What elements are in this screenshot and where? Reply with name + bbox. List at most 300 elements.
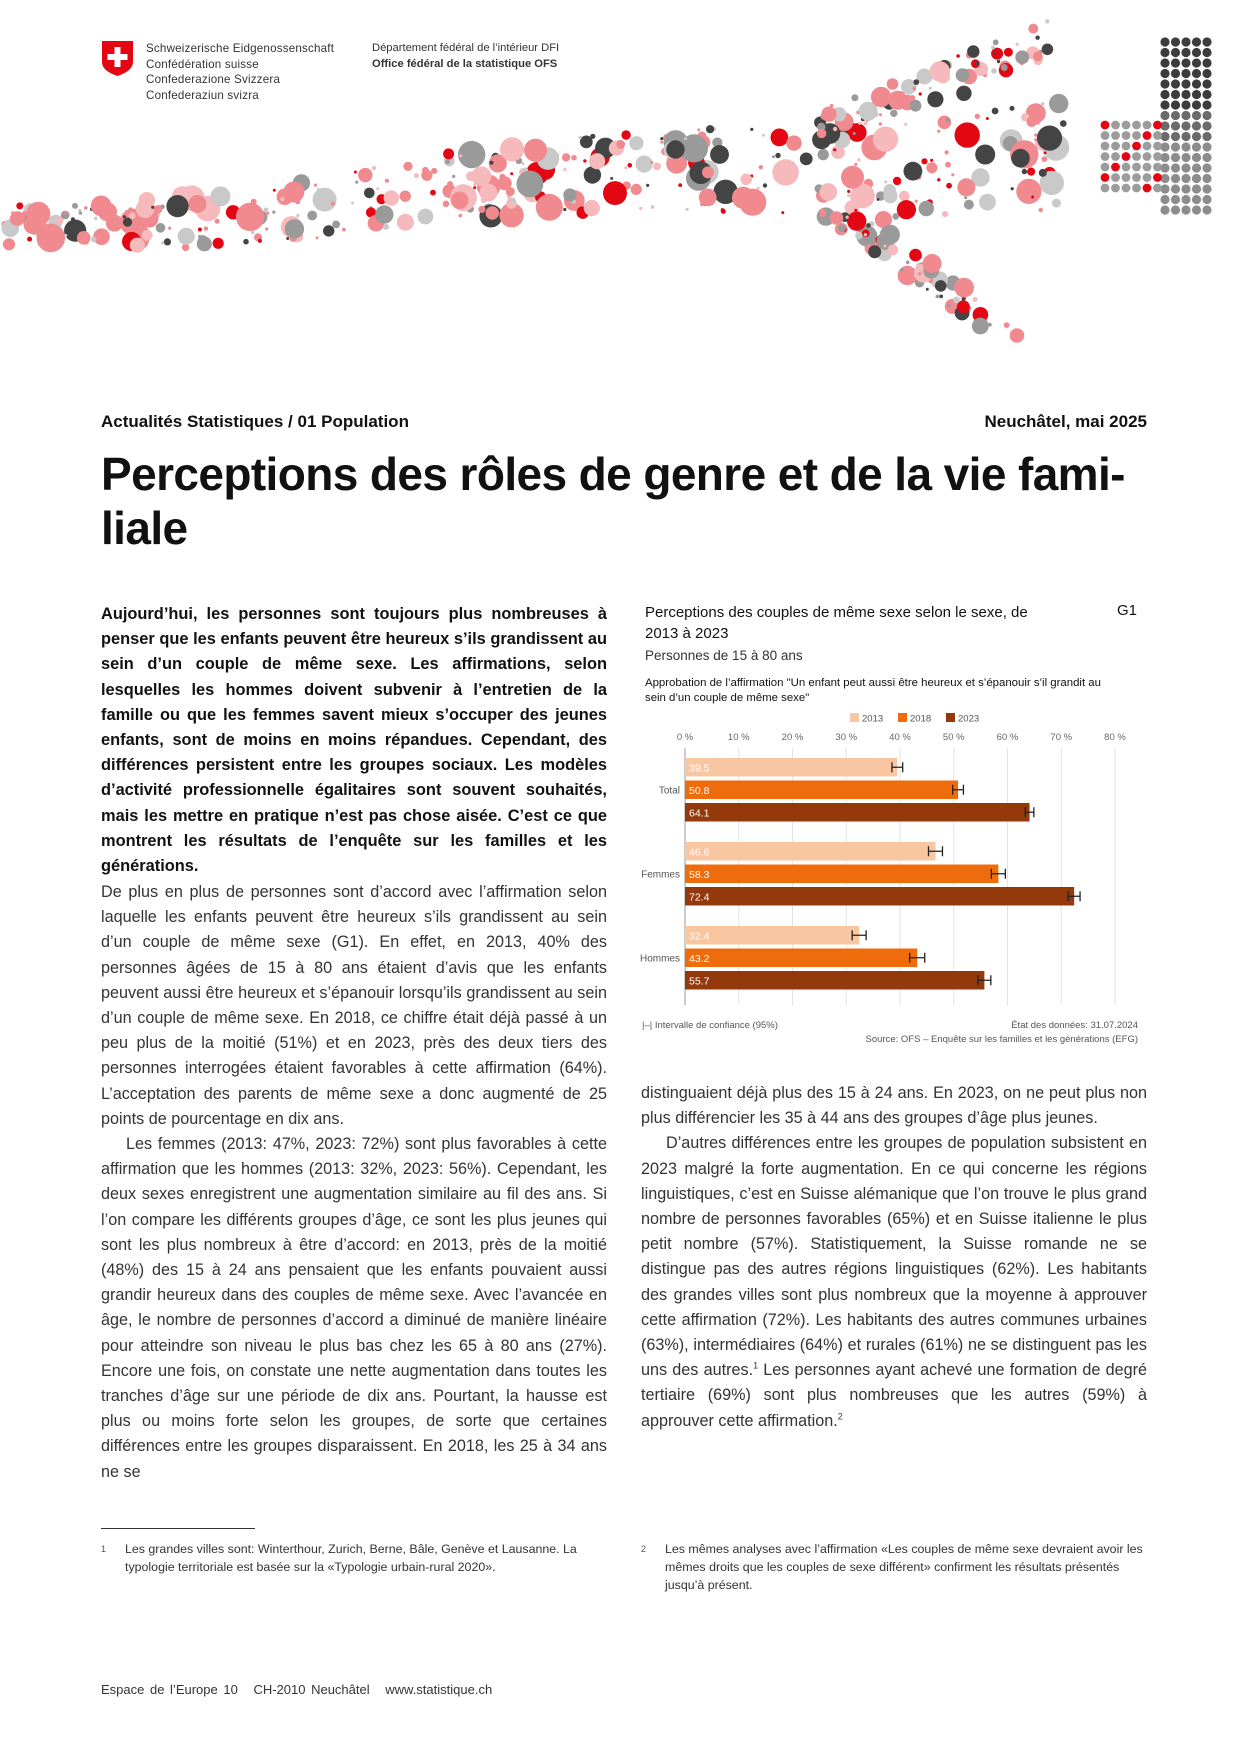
decor-dot — [975, 114, 980, 119]
decor-dot — [197, 236, 212, 251]
decor-grid-dot — [1192, 79, 1201, 88]
decor-grid-dot — [1181, 100, 1190, 109]
decor-dot — [383, 224, 389, 230]
decor-dot — [188, 195, 206, 213]
decor-grid-dot — [1202, 142, 1211, 151]
decor-dot — [979, 194, 996, 211]
decor-dot — [56, 216, 62, 222]
decor-dot — [988, 323, 992, 327]
decor-dot — [272, 211, 275, 214]
decor-dot — [660, 137, 663, 140]
decor-grid-dot — [1181, 163, 1190, 172]
decor-dot — [372, 166, 376, 170]
decor-dot — [973, 297, 978, 302]
decor-grid-dot — [1132, 184, 1141, 193]
decor-dot — [1039, 169, 1047, 177]
decor-dot — [517, 171, 544, 198]
decor-grid-dot — [1160, 58, 1169, 67]
decor-dot — [923, 254, 942, 273]
decor-dot — [1011, 187, 1014, 190]
decor-dot — [91, 196, 112, 217]
decor-dot — [473, 186, 476, 189]
data-label: 39.5 — [689, 762, 710, 775]
legend-swatch-2013 — [850, 713, 859, 722]
decor-dot — [403, 162, 412, 171]
swiss-cross-logo — [101, 40, 134, 77]
decor-dot — [443, 201, 450, 208]
decor-dot — [955, 122, 980, 147]
x-tick-label: 70 % — [1050, 732, 1073, 743]
decor-dot — [445, 189, 449, 193]
data-label: 32.4 — [689, 930, 710, 943]
decor-dot — [929, 87, 932, 90]
decor-grid-dot — [1160, 90, 1169, 99]
decor-dot — [699, 189, 717, 207]
decor-dot — [628, 163, 633, 168]
decor-grid-dot — [1202, 153, 1211, 162]
body-paragraph: Les femmes (2013: 47%, 2023: 72%) sont plus favorables à cette affirmation que les hommes (2013: 32%, 2023: 56%). Cependant, les deux sexes enregistrent une augmentation similaire au fil des ans. Si l’on compare les différents groupes d’âge, ce sont les plus jeunes qui sont les plus nombreux à être d’accord: en 2013, près de la moitié (48%) des 15 à 24 ans pensaient que les enfants pouvaient aussi grandir heureux dans des couples de même sexe. Avec l’avancée en âge, le nombre de personnes d’accord a diminué de manière linéaire pour atteindre son niveau le plus bas chez les 65 à 80 ans (27%). Encore une fois, on constate une nette augmentation dans toutes les tranches d’âge sur une période de dix ans. Pourtant, la hausse est plus ou moins forte selon les groupes, de sorte que certaines différences entre les groupes disparaissent. En 2018, les 25 à 34 ans ne se — [101, 1135, 607, 1481]
decor-grid-dot — [1153, 121, 1162, 130]
decor-grid-dot — [1160, 195, 1169, 204]
decor-dot — [833, 127, 837, 131]
decor-dot — [125, 210, 128, 213]
decor-dot — [697, 128, 700, 131]
decor-dot — [178, 228, 195, 245]
decor-dot — [919, 201, 934, 216]
decor-dot — [897, 200, 916, 219]
decor-grid-dot — [1192, 90, 1201, 99]
decor-grid-dot — [1181, 195, 1190, 204]
decor-dot — [364, 188, 375, 199]
decor-dot — [579, 136, 582, 139]
decor-grid-dot — [1101, 121, 1110, 130]
decor-dot — [400, 191, 411, 202]
decor-dot — [265, 227, 268, 230]
decor-dot — [771, 129, 789, 147]
decor-dot — [930, 159, 933, 162]
decor-dot — [857, 158, 860, 161]
decor-dot — [1034, 138, 1037, 141]
decor-dot — [993, 52, 996, 55]
federation-name-rm: Confederaziun svizra — [146, 88, 259, 102]
decor-dot — [946, 118, 950, 122]
decor-grid-dot — [1171, 184, 1180, 193]
decor-dot — [1016, 43, 1019, 46]
decor-dot — [84, 206, 88, 210]
decor-dot — [1041, 102, 1044, 105]
decor-dot — [1039, 208, 1043, 212]
department-name: Département fédéral de l’intérieur DFI — [372, 42, 560, 54]
decor-grid-dot — [1181, 121, 1190, 130]
decor-dot — [1035, 36, 1039, 40]
decor-grid-dot — [1192, 132, 1201, 141]
decor-dot — [819, 183, 837, 201]
decor-dot — [182, 244, 189, 251]
decor-dot — [1001, 64, 1008, 71]
body-paragraph-text: Les personnes ayant achevé une formation de degré tertiaire (69%) sont plus nombreuses que les autres (59%) à approuver cette affirmation. — [641, 1361, 1147, 1430]
decor-grid-dot — [1171, 132, 1180, 141]
bar-total-2013 — [685, 758, 897, 777]
footnote-number: 1 — [101, 1544, 107, 1554]
decor-grid-dot — [1111, 163, 1120, 172]
decor-grid-dot — [1122, 184, 1131, 193]
decor-dot — [1010, 328, 1025, 343]
decor-dot — [964, 200, 974, 210]
decor-dot — [617, 140, 623, 146]
decor-dot — [506, 187, 515, 196]
decor-dot — [909, 249, 922, 262]
decor-dot — [313, 188, 337, 212]
decor-dot — [855, 232, 863, 240]
decor-dot — [636, 156, 653, 173]
decor-dot — [945, 150, 949, 154]
decor-grid-dot — [1192, 174, 1201, 183]
decor-dot — [629, 136, 643, 150]
decor-dot — [215, 219, 220, 224]
decor-grid-dot — [1171, 142, 1180, 151]
footnote-text: Les grandes villes sont: Winterthour, Zurich, Berne, Bâle, Genève et Lausanne. La typologie territoriale est basée sur la «Typologie urbain-rural 2020». — [125, 1542, 577, 1574]
decor-dot — [93, 228, 110, 245]
decor-dot — [866, 223, 871, 228]
decor-dot — [94, 217, 97, 220]
decor-dot — [472, 166, 492, 186]
decor-grid-dot — [1160, 69, 1169, 78]
decor-grid-dot — [1160, 205, 1169, 214]
decor-dot — [563, 188, 576, 201]
decor-grid-dot — [1192, 58, 1201, 67]
decor-grid-dot — [1192, 153, 1201, 162]
decor-grid-dot — [1171, 174, 1180, 183]
decor-dot — [646, 184, 649, 187]
data-label: 58.3 — [689, 868, 710, 881]
decor-dot — [975, 145, 995, 165]
decor-dot — [937, 178, 940, 181]
decor-dot — [1004, 48, 1013, 57]
decor-dot — [750, 128, 753, 131]
decor-dot — [759, 165, 763, 169]
decor-dot — [273, 189, 276, 192]
decor-dot — [1042, 44, 1054, 56]
decor-grid-dot — [1132, 152, 1141, 161]
decor-dot — [918, 272, 921, 275]
decor-dot — [1060, 120, 1067, 127]
decor-dot — [490, 161, 494, 165]
decor-dot — [926, 162, 937, 173]
decor-grid-dot — [1143, 163, 1152, 172]
decor-dot — [936, 295, 940, 299]
decor-dot — [1031, 196, 1034, 199]
decor-grid-dot — [1171, 205, 1180, 214]
decor-grid-dot — [1153, 173, 1162, 182]
decor-dot — [1052, 199, 1061, 208]
decor-grid-dot — [1181, 153, 1190, 162]
decor-dot — [930, 61, 950, 81]
decor-dot — [286, 237, 289, 240]
decor-dot — [35, 221, 47, 233]
decor-dot — [375, 205, 393, 223]
decor-grid-dot — [1101, 152, 1110, 161]
decor-dot — [786, 135, 801, 150]
decor-dot — [935, 280, 947, 292]
decor-dot — [945, 162, 951, 168]
decor-grid-dot — [1171, 163, 1180, 172]
decor-dot — [830, 211, 844, 225]
decor-dot — [992, 108, 999, 115]
data-label: 46.6 — [689, 846, 710, 859]
decor-dot — [128, 207, 133, 212]
bar-chart — [640, 710, 1140, 1060]
decor-dot — [331, 202, 335, 206]
decor-dot — [166, 195, 188, 217]
decor-dot — [639, 207, 642, 210]
decor-dot — [536, 194, 563, 221]
footnote-ref-2[interactable]: 2 — [837, 1411, 843, 1422]
decor-dot — [376, 187, 379, 190]
decor-grid-dot — [1181, 111, 1190, 120]
decor-grid-dot — [1202, 111, 1211, 120]
category-label: Femmes — [641, 869, 680, 881]
decor-grid-dot — [1132, 131, 1141, 140]
body-column-right — [641, 1081, 1147, 1434]
decor-dot — [443, 148, 454, 159]
decor-dot — [921, 158, 927, 164]
decor-grid-dot — [1122, 131, 1131, 140]
decor-dot — [156, 223, 166, 233]
decor-dot — [991, 68, 997, 74]
decor-grid-dot — [1171, 121, 1180, 130]
footer-address: Espace de l’Europe 10 — [101, 1682, 238, 1697]
decor-dot — [316, 236, 319, 239]
decor-dot — [993, 39, 999, 45]
decor-dot — [830, 104, 833, 107]
decor-dot — [937, 130, 940, 133]
bar-total-2023 — [685, 803, 1030, 822]
decor-dot — [653, 163, 661, 171]
decor-dot — [964, 196, 967, 199]
decor-grid-dot — [1171, 195, 1180, 204]
decor-dot — [447, 181, 453, 187]
decor-grid-dot — [1202, 132, 1211, 141]
body-paragraph: distinguaient déjà plus des 15 à 24 ans. En 2023, on ne peut plus non plus différencier les 35 à 44 ans des groupes d’âge plus jeunes. — [641, 1084, 1147, 1128]
decor-dot — [385, 179, 389, 183]
decor-grid-dot — [1192, 121, 1201, 130]
decor-dot — [851, 94, 858, 101]
decor-dot — [781, 211, 784, 214]
decor-dot — [976, 62, 979, 65]
decor-grid-dot — [1192, 69, 1201, 78]
decor-dot — [342, 228, 346, 232]
legend-swatch-2023 — [946, 713, 955, 722]
decor-dot — [479, 184, 497, 202]
decor-grid-dot — [1181, 58, 1190, 67]
decor-dot — [151, 206, 154, 209]
decor-dot — [678, 183, 682, 187]
decor-grid-dot — [1160, 100, 1169, 109]
decor-grid-dot — [1202, 58, 1211, 67]
decor-grid-dot — [1171, 79, 1180, 88]
decor-dot — [847, 212, 866, 231]
decor-dot — [307, 211, 317, 221]
decor-dot — [763, 183, 767, 187]
decor-dot — [957, 300, 970, 313]
decor-dot — [841, 166, 864, 189]
decor-dot — [1011, 149, 1030, 168]
decor-dot — [650, 161, 653, 164]
federation-name-it: Confederazione Svizzera — [146, 73, 281, 87]
data-status: État des données: 31.07.2024 — [1011, 1020, 1138, 1031]
decor-dot — [904, 162, 923, 181]
decor-dot — [871, 87, 891, 107]
decor-grid-dot — [1153, 163, 1162, 172]
decor-dot — [858, 122, 861, 125]
series-label: Actualités Statistiques / 01 Population — [101, 412, 409, 431]
decor-dot — [1044, 151, 1047, 154]
chart-subtitle: Personnes de 15 à 80 ans — [645, 648, 803, 663]
decor-dot — [1049, 94, 1068, 113]
decor-dot — [452, 175, 455, 178]
body-paragraph-text: D’autres différences entre les groupes de population subsistent en 2023 malgré la forte augmentation. En ce qui concerne les régions linguistiques, c’est en Suisse alémanique que l’on trouve le plus grand nombre de personnes favorables (65%) et en Suisse italienne le plus petit nombre (57%). Statistiquement, la Suisse romande ne se distingue pas des autres régions linguistiques (62%). Les habitants des grandes villes sont plus nombreux que la moyenne à approuver cette affirmation (72%). Les habitants des autres communes urbaines (63%), intermédiaires (64%) et rurales (61%) ne se distinguent pas les uns des autres. — [641, 1134, 1147, 1380]
decor-dot — [1042, 156, 1048, 162]
footnote-ref-1[interactable]: 1 — [753, 1360, 759, 1371]
decor-dot — [624, 166, 627, 169]
decor-dot — [164, 238, 171, 245]
footer-website-link[interactable]: www.statistique.ch — [385, 1682, 493, 1697]
decor-dot — [632, 140, 636, 144]
decor-dot — [621, 130, 630, 139]
decor-dot — [1016, 179, 1041, 204]
decor-dot — [819, 210, 826, 217]
decor-grid-dot — [1202, 121, 1211, 130]
footnote-text: Les mêmes analyses avec l’affirmation «Les couples de même sexe devraient avoir les mêmes droits que les couples de sexe différent» confirment les résultats présentés jusqu’à présent. — [665, 1542, 1143, 1592]
footnote-divider — [101, 1528, 255, 1529]
decor-dot — [972, 318, 989, 335]
decor-dot — [251, 231, 254, 234]
decor-grid-dot — [1192, 142, 1201, 151]
decor-dot — [818, 149, 829, 160]
page-footer — [101, 1682, 502, 1697]
decor-dot — [926, 288, 929, 291]
decor-dot — [967, 45, 979, 57]
data-label: 55.7 — [689, 975, 710, 988]
decor-dot — [198, 235, 201, 238]
decor-dot — [947, 304, 950, 307]
decor-dot — [3, 238, 15, 250]
x-tick-label: 10 % — [727, 732, 750, 743]
decor-dot — [910, 100, 922, 112]
decor-dot — [583, 159, 586, 162]
footnote-1 — [101, 1540, 607, 1576]
decor-dot — [1033, 51, 1043, 61]
decor-dot — [847, 190, 850, 193]
decor-grid-dot — [1122, 173, 1131, 182]
page-title-line-2: liale — [101, 502, 188, 554]
decor-dot — [946, 183, 952, 189]
decor-dot — [956, 68, 970, 82]
decor-dot — [991, 46, 995, 50]
decor-dot — [1010, 106, 1015, 111]
decor-grid-dot — [1160, 79, 1169, 88]
x-tick-label: 40 % — [889, 732, 911, 743]
decor-grid-dot — [1181, 79, 1190, 88]
decor-dot — [397, 214, 414, 231]
decor-grid-dot — [1143, 142, 1152, 151]
decor-dot — [884, 184, 896, 196]
decor-dot — [904, 123, 907, 126]
decor-grid-dot — [1132, 163, 1141, 172]
decor-grid-dot — [1153, 152, 1162, 161]
decor-dot — [1045, 19, 1049, 23]
decor-dot — [522, 162, 525, 165]
decor-dot — [740, 174, 752, 186]
decor-dot — [422, 167, 429, 174]
decor-dot — [706, 125, 714, 133]
decor-grid-dot — [1111, 173, 1120, 182]
decor-dot — [510, 172, 513, 175]
decor-dot — [486, 206, 499, 219]
decor-dot — [418, 209, 434, 225]
decor-grid-dot — [1143, 131, 1152, 140]
decor-grid-dot — [1122, 121, 1131, 130]
decor-dot — [906, 107, 909, 110]
federation-name-de: Schweizerische Eidgenossenschaft — [146, 42, 335, 55]
decor-dot — [800, 153, 813, 166]
decor-dot — [285, 219, 304, 238]
decor-dot — [853, 132, 856, 135]
department-block — [372, 41, 559, 72]
decor-dot — [1034, 134, 1037, 137]
decor-dot — [934, 101, 937, 104]
decor-dot — [867, 244, 870, 247]
decor-grid-dot — [1181, 184, 1190, 193]
decor-grid-dot — [1171, 58, 1180, 67]
decor-dot — [236, 203, 264, 231]
x-tick-label: 50 % — [942, 732, 965, 743]
federation-name-fr: Confédération suisse — [146, 57, 259, 71]
decor-dot — [877, 198, 880, 201]
decor-dot — [887, 245, 898, 256]
decor-dot — [445, 160, 450, 165]
decor-dot — [584, 200, 600, 216]
decor-dot — [354, 171, 357, 174]
decor-grid-dot — [1101, 184, 1110, 193]
decor-grid-dot — [1122, 142, 1131, 151]
decor-dot — [956, 86, 971, 101]
decor-dot — [64, 211, 67, 214]
decor-dot — [1015, 50, 1029, 64]
decor-grid-dot — [1192, 195, 1201, 204]
decor-grid-dot — [1181, 48, 1190, 57]
decor-dot — [264, 208, 269, 213]
decor-grid-dot — [1153, 184, 1162, 193]
decor-dot — [666, 140, 684, 158]
decor-dot — [314, 184, 317, 187]
decor-dot — [79, 211, 82, 214]
decor-dot — [873, 127, 898, 152]
chart-title: Perceptions des couples de même sexe selon le sexe, de 2013 à 2023 — [645, 604, 1028, 642]
decor-grid-dot — [1171, 100, 1180, 109]
decor-dot — [451, 192, 468, 209]
decor-grid-dot — [1101, 142, 1110, 151]
decor-dot — [651, 205, 655, 209]
decor-dot — [296, 214, 299, 217]
decor-dot — [1027, 117, 1038, 128]
footnote-number: 2 — [641, 1544, 647, 1554]
bar-femmes-2018 — [685, 865, 998, 884]
decor-grid-dot — [1132, 121, 1141, 130]
decor-dot — [210, 186, 230, 206]
decor-dot — [817, 129, 827, 139]
decor-dot — [355, 181, 358, 184]
